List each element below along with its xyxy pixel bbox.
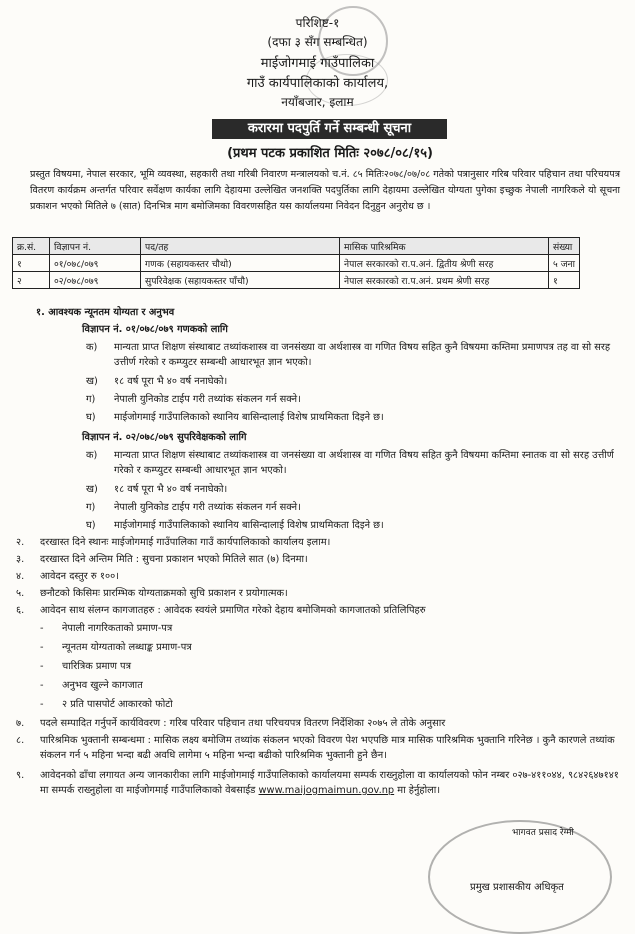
item-text: आवेदन दस्तुर रु १००। [40,571,119,582]
list-marker: ग) [86,394,96,405]
bullet-dash: - [40,680,44,691]
table-header-row [13,238,580,255]
attachment-item: अनुभव खुल्ने कागजात [62,680,143,691]
item-number: ९. [16,770,25,781]
bullet-dash: - [40,661,44,672]
office-name: गाउँ कार्यपालिकाको कार्यालय, [246,76,389,91]
list-item: १८ वर्ष पूरा भै ४० वर्ष ननाघेको। [114,376,228,387]
list-item: नेपाली युनिकोड टाईप गरी तथ्यांक संकलन गर्न सक्ने। [114,502,301,513]
annex-label: परिशिष्ट-१ [295,16,340,30]
header-post: पद/तह [141,238,340,255]
signer-name: भागवत प्रसाद रेग्मी [512,828,574,838]
item-number: ३. [16,554,25,565]
header-salary: मासिक पारिश्रमिक [340,238,549,255]
signer-title: प्रमुख प्रशासकीय अधिकृत [470,882,564,893]
item-number: २. [16,537,25,548]
cell: २ [13,272,50,289]
table-row [13,255,580,272]
intro-paragraph: प्रस्तुत विषयमा, नेपाल सरकार, भूमि व्यवस्था, सहकारी तथा गरिबी निवारण मन्त्रालयको च.नं. ८५ मितिः२०७८/०७/०८ गतेको पत्रानुसार गरिब परिवार पहिचान तथा परिचयपत्र वितरण कार्यक्रम अन्तर्गत परिवार सर्वेक्षण कार्यका लागि देहायमा उल्लेखित जनशक्ति पदपुर्तिका लागि देहायमा उल्लेखित योग्यता पुगेका इच्छुक नेपाली नागरिकले यो सूचना प्रकाशन भएको मितिले ७ (सात) दिनभित्र माग बमोजिमका विवरणसहित यस कार्यालयमा निवेदन दिनुहुन अनुरोध छ । [30,169,620,212]
list-marker: घ) [86,520,96,531]
cell: नेपाल सरकारको रा.प.अनं. द्वितीय श्रेणी सरह [340,255,549,272]
list-item: मान्यता प्राप्त शिक्षण संस्थाबाट तथ्यांकशास्त्र वा जनसंख्या वा अर्थशास्त्र वा गणित विषय सहित कुनै विषयमा कम्तिमा प्रमाणपत्र तह वा सो सरह उत्तीर्ण गरेको र कम्प्युटर सम्बन्धी आधारभूत ज्ञान भएको। [114,342,611,368]
list-item: माईजोगमाई गाउँपालिकाको स्थानिय बासिन्दालाई विशेष प्राथमिकता दिइने छ। [114,412,384,423]
municipality-name: माईजोगमाई गाउँपालिका [260,56,375,71]
item-text: दरखास्त दिने स्थानः माईजोगमाई गाउँपालिका गाउँ कार्यपालिकाको कार्यालय इलाम। [40,537,331,548]
office-address: नयाँबजार, इलाम [281,95,354,109]
list-marker: ख) [86,484,98,495]
item-text: छनौटको किसिमः प्रारम्भिक योग्यताक्रमको सुचि प्रकाशन र प्रयोगात्मक। [40,588,288,599]
group-1-title: विज्ञापन नं. ०१/०७८/०७९ गणकको लागि [82,324,228,335]
item-number: ५. [16,588,25,599]
item-text: दरखास्त दिने अन्तिम मिति : सुचना प्रकाशन भएको मितिले सात (७) दिनमा। [40,554,308,565]
item-number: ४. [16,571,25,582]
bullet-dash: - [40,642,44,653]
item-text: पारिश्रमिक भुक्तानी सम्बन्धमा : मासिक लक्ष्य बमोजिम तथ्यांक संकलन भएको विवरण पेश भएपछि मात्र मासिक पारिश्रमिक भुक्तानि गरिनेछ । कुनै कारणले तथ्यांक संकलन गर्न ५ महिना भन्दा बढी अवधि लागेमा ५ महिना भन्दा बढीको पारिश्रमिक भुक्तानी हुने छैन। [40,735,615,761]
notice-title: करारमा पदपुर्ति गर्ने सम्बन्धी सूचना [212,119,447,139]
website-link[interactable]: www.maijogmaimun.gov.np [258,785,395,796]
list-item: माईजोगमाई गाउँपालिकाको स्थानिय बासिन्दालाई विशेष प्राथमिकता दिइने छ। [114,520,384,531]
attachment-item: न्यूनतम योग्यताको लब्धाङ्क प्रमाण-पत्र [62,642,192,653]
bullet-dash: - [40,623,44,634]
cell: १ [13,255,50,272]
header-ad-no: विज्ञापन नं. [50,238,141,255]
item-text [40,768,625,798]
bullet-dash: - [40,699,44,710]
list-marker: क) [86,450,98,461]
item-text: पदले सम्पादित गर्नुपर्ने कार्यविवरण : गरिब परिवार पहिचान तथा परिचयपत्र वितरण निर्देशिका २०७५ ले तोके अनुसार [40,718,446,729]
list-item: मान्यता प्राप्त शिक्षण संस्थाबाट तथ्यांकशास्त्र वा जनसंख्या वा अर्थशास्त्र वा गणित विषय सहित कुनै विषयमा कम्तिमा स्नातक वा सो सरह उत्तीर्ण गरेको र कम्प्युटर सम्बन्धी आधारभूत ज्ञान भएको। [114,450,614,476]
table-row [13,272,580,289]
vacancy-table [12,237,580,289]
cell: ५ जना [549,255,580,272]
notice-subtitle: (प्रथम पटक प्रकाशित मितिः २०७८/०८/१५) [227,146,433,161]
list-marker: घ) [86,412,96,423]
cell: नेपाल सरकारको रा.प.अनं. प्रथम श्रेणी सरह [340,272,549,289]
cell: ०१/०७८/०७९ [50,255,141,272]
cell: सुपरिवेक्षक (सहायकस्तर पाँचौ) [141,272,340,289]
cell: ०२/०७८/०७९ [50,272,141,289]
cell: १ [549,272,580,289]
cell: गणक (सहायकस्तर चौथो) [141,255,340,272]
contact-text-end: मा हेर्नुहोला। [397,785,441,796]
item-text: आवेदन साथ संलग्न कागजातहरु : आवेदक स्वयंले प्रमाणित गरेको देहाय बमोजिमको कागजातको प्रतिलिपिहरु [40,605,426,616]
contact-text: आवेदनको ढाँचा लगायत अन्य जानकारीका लागि माईजोगमाई गाउँपालिकाको कार्यालयमा सम्पर्क राख्नुहोला वा कार्यालयको फोन नम्बर ०२७-४११०४४, ९८४२६४७१४१ मा सम्पर्क राख्नुहोला वा माईजोगमाई गाउँपालिकाको वेबसाईड [40,770,619,796]
attachment-item: २ प्रति पासपोर्ट आकारको फोटो [62,699,173,710]
item-number: ७. [16,718,25,729]
attachment-item: नेपाली नागरिकताको प्रमाण-पत्र [62,623,173,634]
group-2-title: विज्ञापन नं. ०२/०७८/०७९ सुपरिवेक्षकको लागि [82,432,247,443]
header-sn: क्र.सं. [13,238,50,255]
attachment-item: चारित्रिक प्रमाण पत्र [62,661,132,672]
list-marker: ग) [86,502,96,513]
header-count: संख्या [549,238,580,255]
list-item: १८ वर्ष पूरा भै ४० वर्ष ननाघेको। [114,484,228,495]
item-number: ६. [16,605,25,616]
annex-reference: (दफा ३ सँग सम्बन्धित) [267,35,368,49]
list-marker: क) [86,342,98,353]
list-marker: ख) [86,376,98,387]
section-1-title: १. आवश्यक न्यूनतम योग्यता र अनुभव [36,307,175,318]
list-item: नेपाली युनिकोड टाईप गरी तथ्यांक संकलन गर्न सक्ने। [114,394,301,405]
item-number: ८. [16,735,25,746]
